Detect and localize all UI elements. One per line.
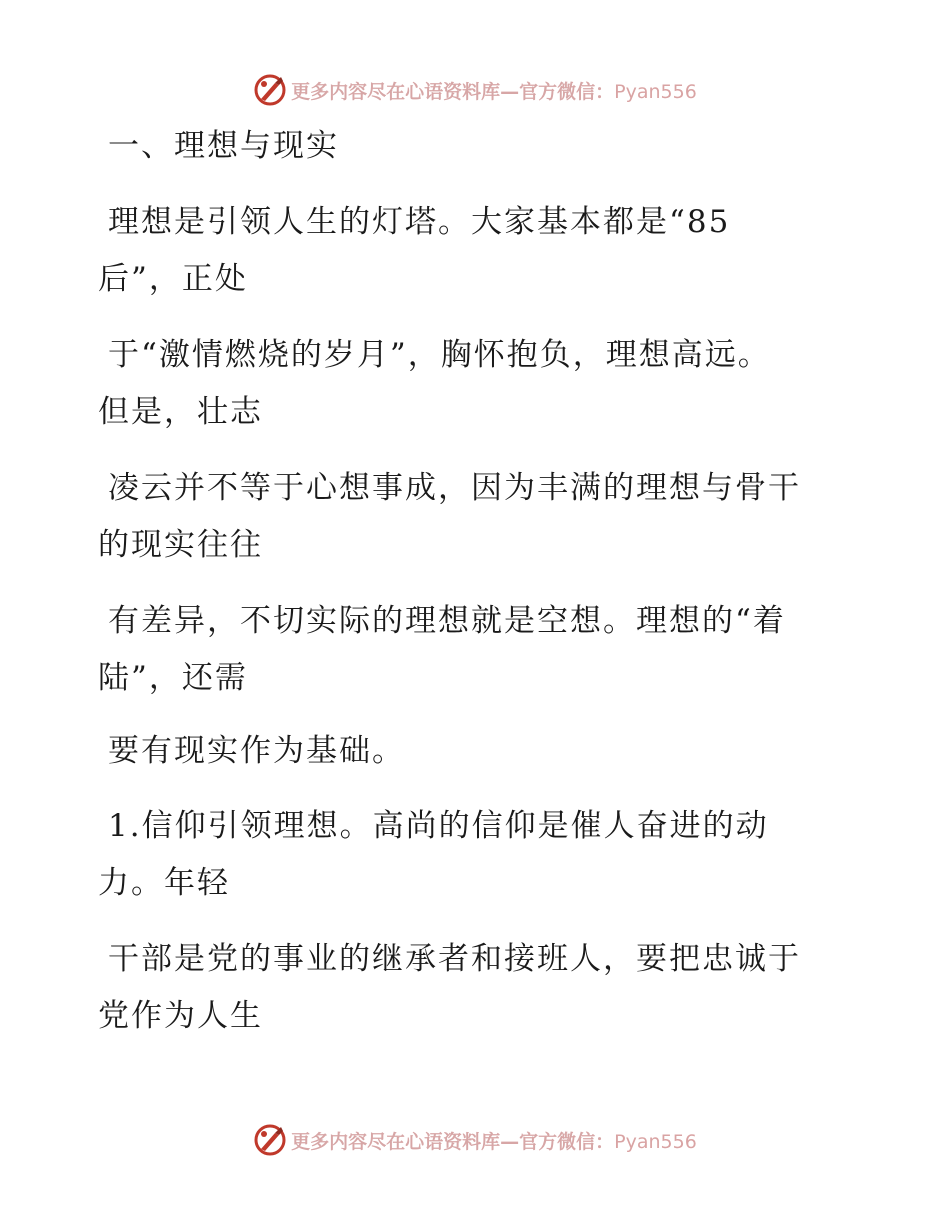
paragraph-line: 于“激情燃烧的岁月”，胸怀抱负，理想高远。	[108, 337, 771, 373]
banner-text: 更多内容尽在心语资料库—官方微信：Pyan556	[291, 1130, 697, 1153]
paragraph-line: 凌云并不等于心想事成，因为丰满的理想与骨干	[108, 470, 801, 506]
paragraph-line: 后”，正处	[98, 261, 248, 297]
pen-logo-icon	[253, 1123, 287, 1157]
banner-text: 更多内容尽在心语资料库—官方微信：Pyan556	[291, 80, 697, 103]
paragraph-line: 1.信仰引领理想。高尚的信仰是催人奋进的动	[108, 808, 769, 844]
paragraph-line: 党作为人生	[98, 998, 263, 1034]
paragraph-line: 要有现实作为基础。	[108, 733, 405, 769]
pen-logo-icon	[253, 73, 287, 107]
paragraph-line: 有差异，不切实际的理想就是空想。理想的“着	[108, 603, 786, 639]
wechat-account: Pyan556	[614, 80, 697, 103]
paragraph-line: 干部是党的事业的继承者和接班人，要把忠诚于	[108, 941, 801, 977]
paragraph-line: 陆”，还需	[98, 660, 248, 696]
paragraph-line: 力。年轻	[98, 865, 230, 901]
paragraph-line: 但是，壮志	[98, 394, 263, 430]
section-heading: 一、理想与现实	[108, 128, 339, 164]
footer-banner	[0, 1120, 950, 1160]
paragraph-line: 理想是引领人生的灯塔。大家基本都是“85	[108, 204, 731, 240]
header-banner	[0, 70, 950, 110]
wechat-account: Pyan556	[614, 1130, 697, 1153]
paragraph-line: 的现实往往	[98, 527, 263, 563]
